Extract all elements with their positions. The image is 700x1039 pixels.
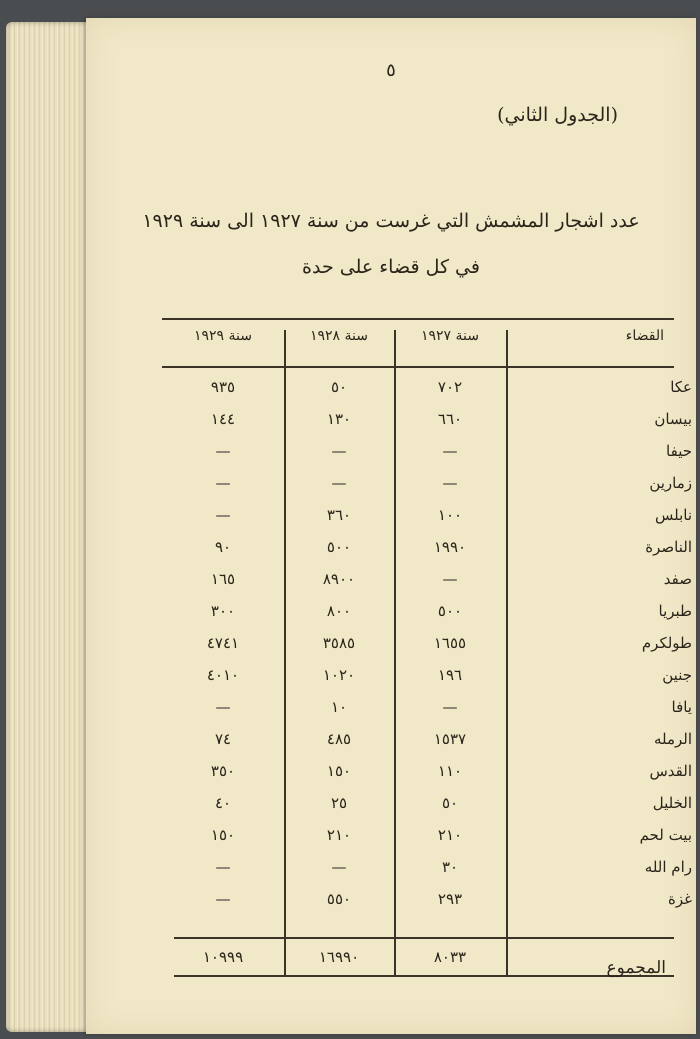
district-name: طبريا: [658, 602, 692, 620]
value-1927: ٢١٠: [437, 826, 463, 844]
district-name: زمارين: [649, 474, 692, 492]
total-top-rule: [174, 937, 674, 939]
value-1928: ١٥٠: [326, 762, 352, 780]
header-bottom-rule: [162, 366, 674, 368]
value-1927: —: [442, 474, 458, 492]
header-1927: سنة ١٩٢٧: [421, 328, 479, 344]
value-1927: ٧٠٢: [437, 378, 463, 396]
value-1929: ٣٠٠: [210, 602, 236, 620]
value-1929: ٧٤: [214, 730, 232, 748]
table-subtitle: في كل قضاء على حدة: [302, 256, 480, 278]
value-1928: ٥٠: [330, 378, 348, 396]
total-bottom-rule: [174, 975, 674, 977]
value-1927: ٢٩٣: [437, 890, 463, 908]
district-name: يافا: [671, 698, 692, 716]
district-name: بيت لحم: [639, 826, 692, 844]
district-name: الناصرة: [645, 538, 692, 556]
value-1927: —: [442, 698, 458, 716]
page-number: ٥: [386, 60, 396, 81]
district-name: صفد: [663, 570, 692, 588]
district-name: عكا: [670, 378, 692, 396]
value-1929: ٤٠١٠: [206, 666, 240, 684]
value-1928: ٥٠٠: [326, 538, 352, 556]
district-name: الرمله: [653, 730, 692, 748]
district-name: حيفا: [666, 442, 692, 460]
table-top-rule: [162, 318, 674, 320]
value-1928: ٨٩٠٠: [322, 570, 356, 588]
table-label: (الجدول الثاني): [497, 104, 618, 126]
value-1927: ٣٠: [441, 858, 459, 876]
value-1928: ٤٨٥: [326, 730, 352, 748]
header-district: القضاء: [625, 328, 664, 344]
header-1929: سنة ١٩٢٩: [194, 328, 252, 344]
value-1928: ٣٥٨٥: [322, 634, 356, 652]
district-name: جنين: [662, 666, 692, 684]
value-1927: ١١٠: [437, 762, 463, 780]
value-1928: ١٠٢٠: [322, 666, 356, 684]
value-1929: ١٦٥: [210, 570, 236, 588]
value-1928: —: [331, 474, 347, 492]
value-1928: ٨٠٠: [326, 602, 352, 620]
value-1929: ٣٥٠: [210, 762, 236, 780]
value-1927: ١٩٩٠: [433, 538, 467, 556]
total-label: المجموع: [606, 958, 666, 978]
value-1929: —: [215, 858, 231, 876]
value-1927: ١٥٣٧: [433, 730, 467, 748]
district-name: نابلس: [654, 506, 692, 524]
document-page: [86, 18, 696, 1034]
value-1929: ٩٣٥: [210, 378, 236, 396]
total-1927: ٨٠٣٣: [433, 948, 467, 966]
value-1928: —: [331, 442, 347, 460]
table-title: عدد اشجار المشمش التي غرست من سنة ١٩٢٧ الى سنة ١٩٢٩: [142, 210, 640, 232]
value-1929: —: [215, 698, 231, 716]
value-1929: —: [215, 474, 231, 492]
column-divider: [506, 330, 508, 975]
value-1929: —: [215, 890, 231, 908]
value-1927: ٥٠٠: [437, 602, 463, 620]
district-name: غزة: [668, 890, 692, 908]
value-1928: —: [331, 858, 347, 876]
total-1929: ١٠٩٩٩: [202, 948, 244, 966]
value-1927: —: [442, 442, 458, 460]
district-name: رام الله: [644, 858, 692, 876]
value-1929: ١٥٠: [210, 826, 236, 844]
value-1928: ١٠: [330, 698, 348, 716]
header-1928: سنة ١٩٢٨: [310, 328, 368, 344]
value-1927: ١٩٦: [437, 666, 463, 684]
value-1927: ١٦٥٥: [433, 634, 467, 652]
district-name: بيسان: [654, 410, 692, 428]
value-1929: ٤٧٤١: [206, 634, 240, 652]
value-1927: ١٠٠: [437, 506, 463, 524]
value-1929: ٩٠: [214, 538, 232, 556]
value-1927: —: [442, 570, 458, 588]
district-name: القدس: [649, 762, 692, 780]
value-1929: ١٤٤: [210, 410, 236, 428]
value-1928: ٢٥: [330, 794, 348, 812]
value-1929: —: [215, 442, 231, 460]
total-1928: ١٦٩٩٠: [318, 948, 360, 966]
value-1928: ٥٥٠: [326, 890, 352, 908]
value-1928: ١٣٠: [326, 410, 352, 428]
value-1929: ٤٠: [214, 794, 232, 812]
value-1928: ٢١٠: [326, 826, 352, 844]
value-1927: ٦٦٠: [437, 410, 463, 428]
district-name: الخليل: [652, 794, 692, 812]
value-1927: ٥٠: [441, 794, 459, 812]
value-1929: —: [215, 506, 231, 524]
value-1928: ٣٦٠: [326, 506, 352, 524]
district-name: طولكرم: [641, 634, 692, 652]
